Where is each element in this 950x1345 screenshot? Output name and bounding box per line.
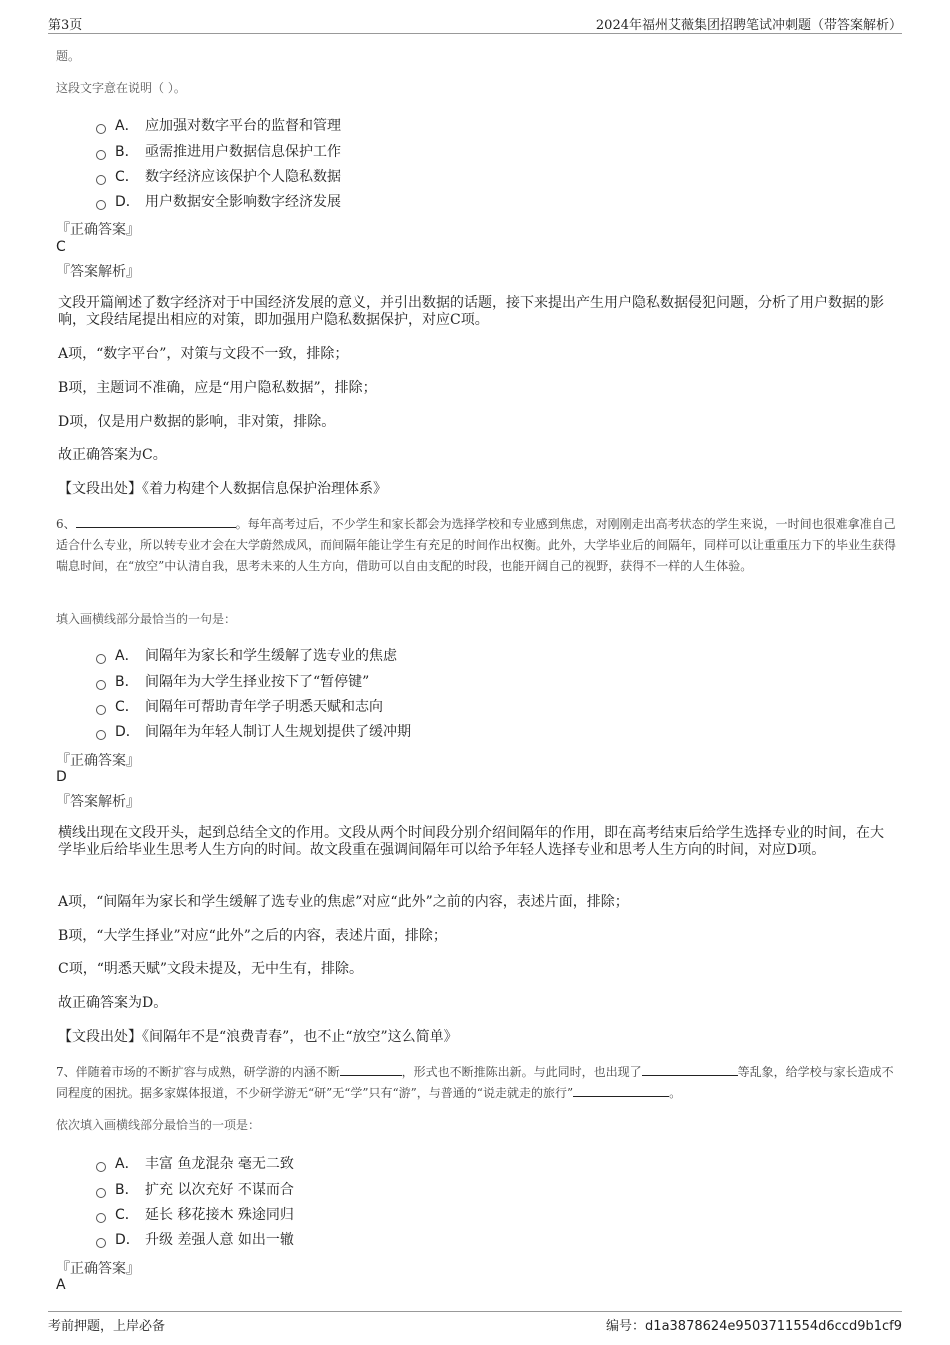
option-d[interactable]: D． 升级 差强人意 如出一辙 [96, 1229, 294, 1249]
radio-icon[interactable] [96, 200, 106, 210]
analysis-paragraph: B项，主题词不准确，应是“用户隐私数据”，排除； [58, 380, 377, 396]
answer-label: 『正确答案』 [56, 222, 140, 238]
document-code: 编号：d1a3878624e9503711554d6ccd9b1cf9 [606, 1319, 902, 1334]
source-citation: 【文段出处】《间隔年不是“浪费青春”，也不止“放空”这么简单》 [58, 1029, 458, 1045]
radio-icon[interactable] [96, 150, 106, 160]
analysis-paragraph: 故正确答案为D。 [58, 995, 168, 1011]
fill-blank [76, 516, 236, 528]
page-footer [48, 1311, 902, 1335]
analysis-paragraph: 横线出现在文段开头，起到总结全文的作用。文段从两个时间段分别介绍间隔年的作用，即在高考结束后给学生选择专业的时间，在大学毕业后给毕业生思考人生方向的时间。故文段重在强调间隔年可以给予年轻人选择专业和思考人生方向的时间，对应D项。 [58, 825, 884, 858]
fill-blank [340, 1064, 402, 1076]
question-prompt: 这段文字意在说明（ ）。 [56, 81, 186, 95]
analysis-paragraph: 文段开篇阐述了数字经济对于中国经济发展的意义，并引出数据的话题，接下来提出产生用户隐私数据侵犯问题，分析了用户数据的影响，文段结尾提出相应的对策，即加强用户隐私数据保护，对应C项。 [58, 295, 884, 328]
analysis-paragraph: D项，仅是用户数据的影响，非对策，排除。 [58, 414, 336, 430]
option-d[interactable]: D． 间隔年为年轻人制订人生规划提供了缓冲期 [96, 721, 411, 741]
option-d[interactable]: D． 用户数据安全影响数字经济发展 [96, 191, 341, 211]
radio-icon[interactable] [96, 124, 106, 134]
analysis-label: 『答案解析』 [56, 794, 140, 810]
option-c[interactable]: C． 延长 移花接木 殊途同归 [96, 1204, 294, 1224]
page-header [48, 14, 902, 34]
analysis-paragraph: 故正确答案为C。 [58, 447, 167, 463]
fill-blank [573, 1085, 669, 1097]
answer-label: 『正确答案』 [56, 753, 140, 769]
question-stem: 6、 。每年高考过后，不少学生和家长都会为选择学校和专业感到焦虑，对刚刚走出高考状态的学生来说，一时间也很难拿准自己适合什么专业，所以转专业才会在大学蔚然成风，而间隔年能让学生有充足的时间作出权衡。此外，大学毕业后的间隔年，同样可以让重重压力下的毕业生获得喘息时间，在“放空”中认清自我，思考未来的人生方向，借助可以自由支配的时段，也能开阔自己的视野，获得不一样的人生体验。 [56, 517, 897, 573]
option-b[interactable]: B． 亟需推进用户数据信息保护工作 [96, 141, 341, 161]
continued-text: 题。 [56, 49, 81, 63]
analysis-paragraph: B项，“大学生择业”对应“此外”之后的内容，表述片面，排除； [58, 928, 447, 944]
answer-label: 『正确答案』 [56, 1261, 140, 1277]
option-c[interactable]: C． 间隔年可帮助青年学子明悉天赋和志向 [96, 696, 383, 716]
radio-icon[interactable] [96, 175, 106, 185]
option-b[interactable]: B． 扩充 以次充好 不谋而合 [96, 1179, 294, 1199]
radio-icon[interactable] [96, 1188, 106, 1198]
option-a[interactable]: A． 应加强对数字平台的监督和管理 [96, 115, 341, 135]
footer-slogan: 考前押题，上岸必备 [48, 1319, 166, 1334]
radio-icon[interactable] [96, 1238, 106, 1248]
answer-value: D [56, 769, 67, 785]
radio-icon[interactable] [96, 705, 106, 715]
radio-icon[interactable] [96, 680, 106, 690]
question-prompt: 依次填入画横线部分最恰当的一项是： [56, 1118, 261, 1132]
analysis-paragraph: C项，“明悉天赋”文段未提及，无中生有，排除。 [58, 961, 364, 977]
question-stem: 7、伴随着市场的不断扩容与成熟，研学游的内涵不断 ，形式也不断推陈出新。与此同时，也出现了 等乱象，给学校与家长造成不同程度的困扰。据多家媒体报道，不少研学游无“研”无“学”只有“游”，与普通的“说走就走的旅行” 。 [56, 1065, 894, 1100]
document-title: 2024年福州艾薇集团招聘笔试冲刺题（带答案解析） [595, 18, 902, 33]
radio-icon[interactable] [96, 730, 106, 740]
option-a[interactable]: A． 丰富 鱼龙混杂 毫无二致 [96, 1153, 294, 1173]
analysis-paragraph: A项，“数字平台”，对策与文段不一致，排除； [58, 346, 349, 362]
analysis-label: 『答案解析』 [56, 264, 140, 280]
answer-value: C [56, 239, 66, 255]
answer-value: A [56, 1277, 66, 1293]
analysis-paragraph: A项，“间隔年为家长和学生缓解了选专业的焦虑”对应“此外”之前的内容，表述片面，排除； [58, 894, 629, 910]
source-citation: 【文段出处】《着力构建个人数据信息保护治理体系》 [58, 481, 387, 497]
radio-icon[interactable] [96, 1213, 106, 1223]
question-prompt: 填入画横线部分最恰当的一句是： [56, 612, 237, 626]
radio-icon[interactable] [96, 654, 106, 664]
option-b[interactable]: B． 间隔年为大学生择业按下了“暂停键” [96, 671, 369, 691]
page-number: 第3页 [48, 18, 83, 33]
option-a[interactable]: A． 间隔年为家长和学生缓解了选专业的焦虑 [96, 645, 397, 665]
fill-blank [642, 1064, 738, 1076]
radio-icon[interactable] [96, 1162, 106, 1172]
option-c[interactable]: C． 数字经济应该保护个人隐私数据 [96, 166, 341, 186]
